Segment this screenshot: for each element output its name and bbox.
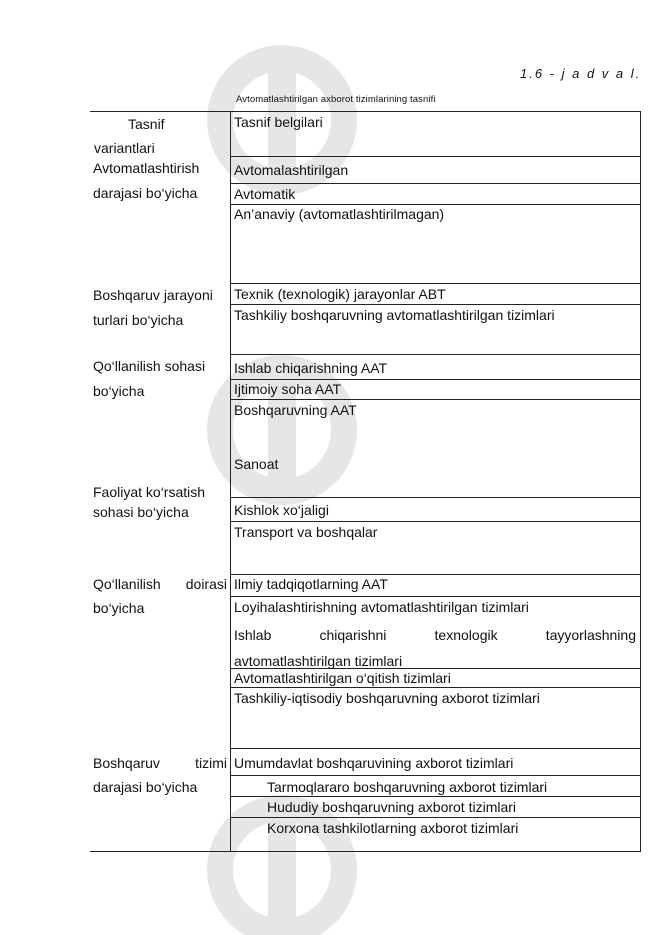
- header-col1-line1: Tasnif: [128, 116, 165, 132]
- item-process: Texnik (texnologik) jarayonlar ABT: [234, 286, 446, 302]
- row-line: [230, 796, 641, 797]
- item-automation: An’anaviy (avtomatlashtirilmagan): [234, 206, 445, 222]
- table-right-border: [640, 111, 641, 852]
- item-area: Ijtimoiy soha AAT: [234, 381, 342, 397]
- label-scope-word: doirasi: [185, 576, 227, 592]
- item-scope-word: chiqarishni: [319, 627, 387, 643]
- table-top-border: [90, 111, 641, 112]
- row-line: [230, 304, 641, 305]
- label-scope-line1: [93, 576, 227, 592]
- row-line: [230, 521, 641, 522]
- item-level: Hududiy boshqaruvning axborot tizimlari: [267, 799, 517, 815]
- item-scope-word: texnologik: [434, 627, 498, 643]
- label-process-line1: Boshqaruv jarayoni: [93, 287, 213, 303]
- label-automation-line1: Avtomatlashtirish: [93, 160, 200, 176]
- row-line: [230, 354, 641, 355]
- header-col1-line2: variantlari: [94, 140, 155, 156]
- row-line: [230, 817, 641, 818]
- row-line: [230, 497, 641, 498]
- row-line: [230, 399, 641, 400]
- item-automation: Avtomalashtirilgan: [234, 162, 349, 178]
- item-automation: Avtomatik: [234, 186, 296, 202]
- label-area-line2: bo‘yicha: [93, 383, 145, 399]
- item-scope: Ilmiy tadqiqotlarning AAT: [234, 576, 388, 592]
- item-area: Ishlab chiqarishning AAT: [234, 360, 388, 376]
- item-activity: Sanoat: [234, 456, 279, 472]
- label-level-line1: [93, 755, 227, 771]
- row-line: [230, 283, 641, 284]
- item-scope: Avtomatlashtirilgan o‘qitish tizimlari: [234, 670, 451, 686]
- item-scope: Loyihalashtirishning avtomatlashtirilgan tizimlari: [234, 599, 529, 615]
- table-number: 1.6 - j a d v a l.: [520, 66, 642, 81]
- item-level: Umumdavlat boshqaruvining axborot tizimlari: [234, 755, 514, 771]
- item-scope-multiline-2: avtomatlashtirilgan tizimlari: [234, 653, 403, 669]
- row-line: [230, 156, 641, 157]
- label-level-word: tizimi: [195, 755, 227, 771]
- table-bottom-border: [90, 851, 641, 852]
- row-line: [230, 379, 641, 380]
- item-activity: Transport va boshqalar: [234, 524, 378, 540]
- item-level: Korxona tashkilotlarning axborot tizimlari: [267, 820, 519, 836]
- table-title: Avtomatlashtirilgan axborot tizimlarining tasnifi: [236, 94, 436, 105]
- header-col2: Tasnif belgilari: [234, 114, 323, 130]
- item-area: Boshqaruvning AAT: [234, 402, 357, 418]
- label-level-word: Boshqaruv: [93, 755, 160, 771]
- column-divider: [230, 111, 231, 852]
- item-scope: Tashkiliy-iqtisodiy boshqaruvning axborot tizimlari: [234, 690, 540, 706]
- item-scope-multiline: [234, 627, 636, 643]
- item-scope-word: Ishlab: [234, 627, 272, 643]
- item-scope-word: tayyorlashning: [545, 627, 636, 643]
- label-scope-word: Qo‘llanilish: [93, 576, 161, 592]
- row-line: [230, 596, 641, 597]
- label-automation-line2: darajasi bo‘yicha: [93, 185, 198, 201]
- row-line: [230, 687, 641, 688]
- row-line: [230, 183, 641, 184]
- label-activity-line2: sohasi bo‘yicha: [93, 504, 189, 520]
- row-line: [230, 748, 641, 749]
- item-level: Tarmoqlararo boshqaruvning axborot tizimlari: [267, 779, 548, 795]
- row-line: [230, 204, 641, 205]
- label-process-line2: turlari bo‘yicha: [93, 312, 184, 328]
- row-line: [230, 574, 641, 575]
- row-line: [230, 775, 641, 776]
- label-activity-line1: Faoliyat ko‘rsatish: [93, 484, 206, 500]
- item-process: Tashkiliy boshqaruvning avtomatlashtirilgan tizimlari: [234, 307, 555, 323]
- label-level-line2: darajasi bo‘yicha: [93, 779, 198, 795]
- item-activity: Kishlok xo‘jaligi: [234, 502, 329, 518]
- label-scope-line2: bo‘yicha: [93, 600, 145, 616]
- label-area-line1: Qo‘llanilish sohasi: [93, 358, 206, 374]
